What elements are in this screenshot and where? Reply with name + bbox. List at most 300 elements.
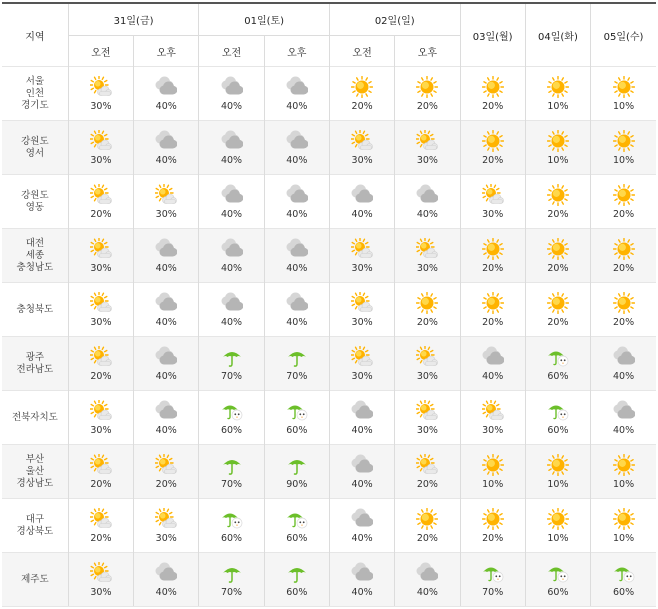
precipitation-probability: 60% [220,532,243,544]
precipitation-probability: 20% [416,316,438,328]
partly-sunny-icon [416,454,438,476]
forecast-cell [68,121,133,175]
precipitation-probability: 60% [547,424,569,436]
cloudy-icon [416,184,438,206]
rain-snow-icon [547,562,569,584]
region-name-line: 제주도 [21,573,49,585]
rain-icon [221,562,243,584]
cloudy-icon [613,346,635,368]
table-row [2,175,656,229]
forecast-cell [264,283,329,337]
cloudy-icon [351,562,373,584]
region-cell [2,175,68,229]
partly-sunny-icon [155,454,177,476]
precipitation-probability: 20% [416,532,438,544]
partly-sunny-icon [90,400,112,422]
forecast-cell [134,499,199,553]
forecast-cell [591,229,656,283]
sunny-icon [613,454,635,476]
cloudy-icon [286,76,308,98]
precipitation-probability: 10% [612,478,635,490]
forecast-cell [199,121,264,175]
forecast-cell [68,553,133,607]
forecast-cell [199,175,264,229]
sunny-icon [547,184,569,206]
precipitation-probability: 20% [547,262,569,274]
forecast-cell [199,283,264,337]
partly-sunny-icon [90,238,112,260]
precipitation-probability: 30% [416,370,438,382]
forecast-cell [134,229,199,283]
cloudy-icon [155,292,177,314]
region-cell [2,445,68,499]
region-cell [2,553,68,607]
precipitation-probability: 40% [351,586,373,598]
cloudy-icon [155,76,177,98]
precipitation-probability: 70% [220,586,243,598]
forecast-cell [525,337,590,391]
forecast-cell [460,499,525,553]
forecast-cell [395,121,460,175]
forecast-cell [134,553,199,607]
precipitation-probability: 40% [220,262,243,274]
precipitation-probability: 30% [90,100,112,112]
precipitation-probability: 20% [416,100,438,112]
cloudy-icon [286,238,308,260]
forecast-cell [591,175,656,229]
table-row [2,283,656,337]
partly-sunny-icon [351,292,373,314]
period-header-pm: 오후 [264,36,329,67]
precipitation-probability: 20% [90,208,112,220]
forecast-cell [264,337,329,391]
partly-sunny-icon [416,400,438,422]
precipitation-probability: 10% [547,532,569,544]
region-cell [2,229,68,283]
forecast-cell [460,445,525,499]
forecast-cell [460,337,525,391]
forecast-cell [591,337,656,391]
partly-sunny-icon [351,346,373,368]
precipitation-probability: 10% [612,532,635,544]
forecast-cell [395,337,460,391]
precipitation-probability: 60% [547,370,569,382]
forecast-cell [264,391,329,445]
forecast-cell [199,337,264,391]
cloudy-icon [351,454,373,476]
precipitation-probability: 10% [482,478,504,490]
region-name-line: 광주 [25,351,45,363]
sunny-icon [547,238,569,260]
forecast-cell [525,445,590,499]
precipitation-probability: 10% [612,100,635,112]
forecast-cell [591,67,656,121]
precipitation-probability: 60% [286,586,308,598]
forecast-body [2,67,656,607]
precipitation-probability: 20% [482,100,504,112]
forecast-cell [460,391,525,445]
forecast-cell [68,175,133,229]
forecast-cell [395,283,460,337]
precipitation-probability: 40% [155,100,177,112]
region-name-line: 영동 [25,201,45,213]
forecast-cell [591,553,656,607]
forecast-cell [525,499,590,553]
precipitation-probability: 20% [547,208,569,220]
forecast-cell [199,553,264,607]
forecast-cell [199,391,264,445]
precipitation-probability: 30% [155,532,177,544]
rain-snow-icon [547,400,569,422]
precipitation-probability: 20% [612,262,635,274]
sunny-icon [613,184,635,206]
precipitation-probability: 30% [90,316,112,328]
region-cell [2,121,68,175]
precipitation-probability: 20% [90,532,112,544]
precipitation-probability: 40% [612,424,635,436]
cloudy-icon [351,400,373,422]
region-name-line: 강원도 [21,189,49,201]
precipitation-probability: 30% [90,586,112,598]
region-name-line: 경상남도 [16,477,54,489]
precipitation-probability: 30% [155,208,177,220]
cloudy-icon [221,130,243,152]
precipitation-probability: 40% [155,586,177,598]
forecast-cell [395,67,460,121]
sunny-icon [547,76,569,98]
partly-sunny-icon [90,454,112,476]
precipitation-probability: 30% [351,370,373,382]
region-name-line: 충청북도 [16,303,54,315]
forecast-cell [460,67,525,121]
forecast-cell [329,67,394,121]
table-row [2,445,656,499]
precipitation-probability: 40% [286,154,308,166]
rain-icon [221,346,243,368]
partly-sunny-icon [90,508,112,530]
partly-sunny-icon [351,238,373,260]
forecast-cell [395,175,460,229]
precipitation-probability: 30% [351,154,373,166]
forecast-cell [68,499,133,553]
precipitation-probability: 20% [482,262,504,274]
precipitation-probability: 40% [286,100,308,112]
forecast-cell [199,67,264,121]
forecast-cell [395,229,460,283]
precipitation-probability: 20% [90,478,112,490]
partly-sunny-icon [482,184,504,206]
partly-sunny-icon [90,346,112,368]
partly-sunny-icon [482,400,504,422]
sunny-icon [482,292,504,314]
forecast-cell [199,445,264,499]
region-name-line: 영서 [25,147,45,159]
precipitation-probability: 40% [286,262,308,274]
precipitation-probability: 40% [220,154,243,166]
cloudy-icon [221,76,243,98]
partly-sunny-icon [90,130,112,152]
period-header-am: 오전 [68,36,133,67]
forecast-cell [329,499,394,553]
partly-sunny-icon [90,562,112,584]
cloudy-icon [286,292,308,314]
period-header-pm: 오후 [134,36,199,67]
forecast-cell [329,391,394,445]
precipitation-probability: 20% [612,208,635,220]
rain-icon [221,454,243,476]
precipitation-probability: 10% [547,100,569,112]
forecast-cell [68,337,133,391]
weather-forecast-table [2,2,656,607]
precipitation-probability: 20% [612,316,635,328]
precipitation-probability: 90% [286,478,308,490]
forecast-cell [199,229,264,283]
forecast-cell [329,553,394,607]
region-cell [2,283,68,337]
rain-snow-icon [221,400,243,422]
cloudy-icon [286,130,308,152]
partly-sunny-icon [416,130,438,152]
region-name-line: 강원도 [21,135,49,147]
forecast-cell [460,175,525,229]
precipitation-probability: 40% [155,262,177,274]
precipitation-probability: 60% [286,424,308,436]
forecast-cell [68,391,133,445]
sunny-icon [482,238,504,260]
rain-snow-icon [286,508,308,530]
cloudy-icon [155,562,177,584]
partly-sunny-icon [416,238,438,260]
rain-icon [286,562,308,584]
forecast-cell [329,175,394,229]
precipitation-probability: 30% [482,208,504,220]
forecast-cell [395,391,460,445]
precipitation-probability: 30% [416,262,438,274]
precipitation-probability: 20% [155,478,177,490]
table-row [2,121,656,175]
forecast-cell [264,499,329,553]
forecast-cell [460,553,525,607]
precipitation-probability: 40% [351,208,373,220]
sunny-icon [613,292,635,314]
rain-snow-icon [482,562,504,584]
partly-sunny-icon [155,184,177,206]
precipitation-probability: 60% [286,532,308,544]
forecast-cell [395,499,460,553]
cloudy-icon [221,184,243,206]
cloudy-icon [155,400,177,422]
forecast-cell [525,121,590,175]
precipitation-probability: 40% [220,208,243,220]
precipitation-probability: 70% [220,370,243,382]
forecast-cell [68,229,133,283]
day-header: 04일(화) [525,3,590,67]
forecast-cell [134,67,199,121]
precipitation-probability: 20% [90,370,112,382]
day-header: 01일(토) [199,3,330,36]
forecast-cell [591,499,656,553]
forecast-cell [329,229,394,283]
rain-snow-icon [286,400,308,422]
region-name-line: 인천 [25,87,45,99]
table-row [2,553,656,607]
forecast-cell [134,175,199,229]
precipitation-probability: 40% [351,424,373,436]
precipitation-probability: 10% [547,154,569,166]
forecast-cell [264,67,329,121]
sunny-icon [547,454,569,476]
precipitation-probability: 30% [416,154,438,166]
precipitation-probability: 40% [416,586,438,598]
region-name-line: 전라남도 [16,363,54,375]
precipitation-probability: 20% [416,478,438,490]
sunny-icon [482,508,504,530]
partly-sunny-icon [90,292,112,314]
forecast-cell [525,175,590,229]
rain-snow-icon [613,562,635,584]
forecast-cell [525,553,590,607]
cloudy-icon [286,184,308,206]
table-row [2,67,656,121]
forecast-cell [329,337,394,391]
forecast-cell [68,67,133,121]
sunny-icon [613,238,635,260]
cloudy-icon [351,184,373,206]
forecast-cell [134,445,199,499]
sunny-icon [416,76,438,98]
forecast-cell [329,121,394,175]
forecast-cell [395,445,460,499]
region-name-line: 대전 [25,237,45,249]
cloudy-icon [221,238,243,260]
region-name-line: 울산 [25,465,45,477]
region-name-line: 경상북도 [16,525,54,537]
precipitation-probability: 60% [220,424,243,436]
precipitation-probability: 30% [351,316,373,328]
rain-snow-icon [221,508,243,530]
forecast-cell [134,121,199,175]
region-name-line: 경기도 [21,99,49,111]
precipitation-probability: 20% [482,316,504,328]
day-header: 02일(일) [329,3,460,36]
rain-snow-icon [547,346,569,368]
cloudy-icon [221,292,243,314]
region-name-line: 부산 [25,453,45,465]
region-cell [2,337,68,391]
partly-sunny-icon [351,130,373,152]
forecast-cell [525,229,590,283]
forecast-cell [525,283,590,337]
region-cell [2,499,68,553]
region-name-line: 대구 [25,513,45,525]
precipitation-probability: 10% [547,478,569,490]
forecast-cell [134,391,199,445]
precipitation-probability: 20% [547,316,569,328]
rain-icon [286,454,308,476]
region-name-line: 세종 [25,249,45,261]
sunny-icon [547,508,569,530]
sunny-icon [547,292,569,314]
precipitation-probability: 20% [351,100,373,112]
table-row [2,499,656,553]
precipitation-probability: 40% [155,424,177,436]
forecast-cell [264,121,329,175]
region-cell [2,67,68,121]
precipitation-probability: 20% [482,154,504,166]
sunny-icon [416,508,438,530]
partly-sunny-icon [90,184,112,206]
day-header: 05일(수) [591,3,656,67]
day-header: 31일(금) [68,3,199,36]
precipitation-probability: 40% [286,208,308,220]
cloudy-icon [482,346,504,368]
region-header: 지역 [2,3,68,67]
rain-icon [286,346,308,368]
precipitation-probability: 30% [482,424,504,436]
forecast-cell [68,445,133,499]
precipitation-probability: 40% [155,316,177,328]
precipitation-probability: 40% [416,208,438,220]
forecast-cell [199,499,264,553]
forecast-cell [460,229,525,283]
sunny-icon [482,454,504,476]
sunny-icon [482,130,504,152]
precipitation-probability: 30% [416,424,438,436]
precipitation-probability: 60% [612,586,635,598]
forecast-cell [591,445,656,499]
forecast-cell [525,391,590,445]
forecast-cell [591,283,656,337]
period-header-pm: 오후 [395,36,460,67]
precipitation-probability: 40% [351,478,373,490]
partly-sunny-icon [155,508,177,530]
forecast-cell [264,553,329,607]
cloudy-icon [155,130,177,152]
precipitation-probability: 40% [612,370,635,382]
region-name-line: 전북자치도 [11,411,58,423]
precipitation-probability: 30% [90,154,112,166]
sunny-icon [416,292,438,314]
sunny-icon [613,130,635,152]
forecast-cell [134,337,199,391]
precipitation-probability: 30% [90,262,112,274]
forecast-cell [591,391,656,445]
cloudy-icon [613,400,635,422]
forecast-cell [460,121,525,175]
cloudy-icon [155,238,177,260]
precipitation-probability: 60% [547,586,569,598]
table-row [2,337,656,391]
sunny-icon [482,76,504,98]
forecast-cell [134,283,199,337]
day-header: 03일(월) [460,3,525,67]
period-header-am: 오전 [329,36,394,67]
forecast-cell [329,283,394,337]
region-cell [2,391,68,445]
precipitation-probability: 40% [351,532,373,544]
table-row [2,391,656,445]
precipitation-probability: 40% [482,370,504,382]
sunny-icon [547,130,569,152]
precipitation-probability: 70% [220,478,243,490]
cloudy-icon [155,346,177,368]
precipitation-probability: 20% [482,532,504,544]
partly-sunny-icon [416,346,438,368]
cloudy-icon [351,508,373,530]
cloudy-icon [416,562,438,584]
forecast-cell [329,445,394,499]
forecast-cell [68,283,133,337]
